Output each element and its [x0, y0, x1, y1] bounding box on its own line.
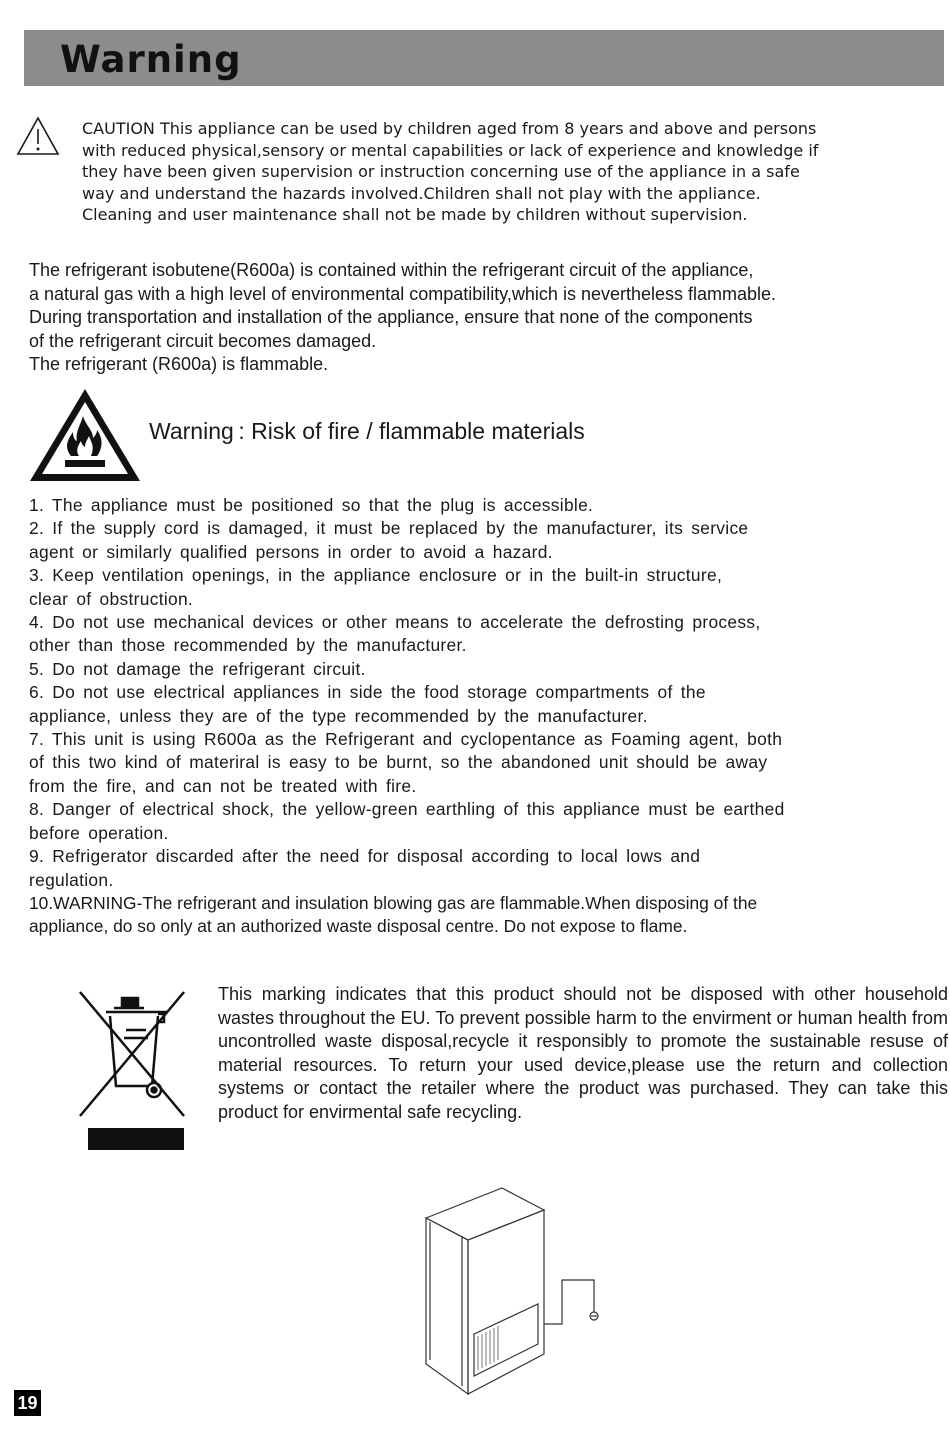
grounded-refrigerator-icon — [418, 1184, 608, 1396]
list-item: appliance, do so only at an authorized waste disposal centre. Do not expose to flame. — [29, 916, 688, 937]
list-item: 8. Danger of electrical shock, the yellow-green earthling of this appliance must be earthed — [29, 799, 785, 820]
list-item: 6. Do not use electrical appliances in side the food storage compartments of the — [29, 682, 706, 703]
refrigerant-line: The refrigerant isobutene(R600a) is contained within the refrigerant circuit of the appliance, — [29, 260, 754, 280]
list-item: appliance, unless they are of the type recommended by the manufacturer. — [29, 705, 648, 726]
list-item: of this two kind of materiral is easy to be burnt, so the abandoned unit should be away — [29, 752, 768, 773]
caution-line: CAUTION This appliance can be used by children aged from 8 years and above and persons — [82, 119, 817, 138]
list-item: 3. Keep ventilation openings, in the appliance enclosure or in the built-in structure, — [29, 565, 723, 586]
caution-line: way and understand the hazards involved.Children shall not play with the appliance. — [82, 183, 761, 203]
safety-rules-list — [29, 494, 941, 939]
list-item: 9. Refrigerator discarded after the need for disposal according to local lows and — [29, 846, 701, 867]
caution-notice — [82, 118, 942, 226]
list-item: clear of obstruction. — [29, 588, 194, 609]
page-number: 19 — [14, 1390, 41, 1416]
list-item: other than those recommended by the manufacturer. — [29, 635, 467, 656]
list-item: regulation. — [29, 869, 114, 890]
fire-warning-text: Warning : Risk of fire / flammable materials — [149, 418, 585, 444]
caution-line: they have been given supervision or instruction concerning use of the appliance in a safe — [82, 162, 800, 181]
refrigerant-line: of the refrigerant circuit becomes damaged. — [29, 330, 377, 351]
disposal-notice: This marking indicates that this product should not be disposed with other household wastes throughout the EU. To prevent possible harm to the envirment or human health from uncontrolled waste disposal,recycle it responsibly to promote the sustainable resuse of material resources. To return your used device,please use the return and collection systems or contact the retailer where the product was purchased. They can take this product for envirmental safe recycling. — [218, 984, 948, 1122]
refrigerant-notice — [29, 259, 939, 377]
list-item: 7. This unit is using R600a as the Refrigerant and cyclopentance as Foaming agent, both — [29, 729, 783, 750]
caution-triangle-icon — [16, 116, 60, 156]
caution-line: Cleaning and user maintenance shall not be made by children without supervision. — [82, 205, 748, 224]
header-bar — [24, 30, 944, 86]
page-title: Warning — [60, 38, 242, 81]
flammable-warning-icon — [27, 386, 143, 484]
list-item: 4. Do not use mechanical devices or other means to accelerate the defrosting process, — [29, 612, 761, 633]
list-item: from the fire, and can not be treated with fire. — [29, 775, 417, 796]
list-item: before operation. — [29, 822, 169, 843]
list-item: 1. The appliance must be positioned so that the plug is accessible. — [29, 495, 594, 515]
list-item: agent or similarly qualified persons in order to avoid a hazard. — [29, 541, 553, 562]
caution-line: with reduced physical,sensory or mental capabilities or lack of experience and knowledge if — [82, 140, 819, 160]
list-item: 5. Do not damage the refrigerant circuit. — [29, 658, 366, 679]
list-item: 10.WARNING-The refrigerant and insulation blowing gas are flammable.When disposing of the — [29, 892, 758, 913]
refrigerant-line: During transportation and installation of the appliance, ensure that none of the components — [29, 307, 753, 327]
list-item: 2. If the supply cord is damaged, it must be replaced by the manufacturer, its service — [29, 518, 749, 539]
crossed-out-wheelie-bin-icon — [76, 986, 190, 1154]
refrigerant-line: The refrigerant (R600a) is flammable. — [29, 354, 329, 374]
refrigerant-line: a natural gas with a high level of environmental compatibility,which is nevertheless flammable. — [29, 283, 777, 304]
